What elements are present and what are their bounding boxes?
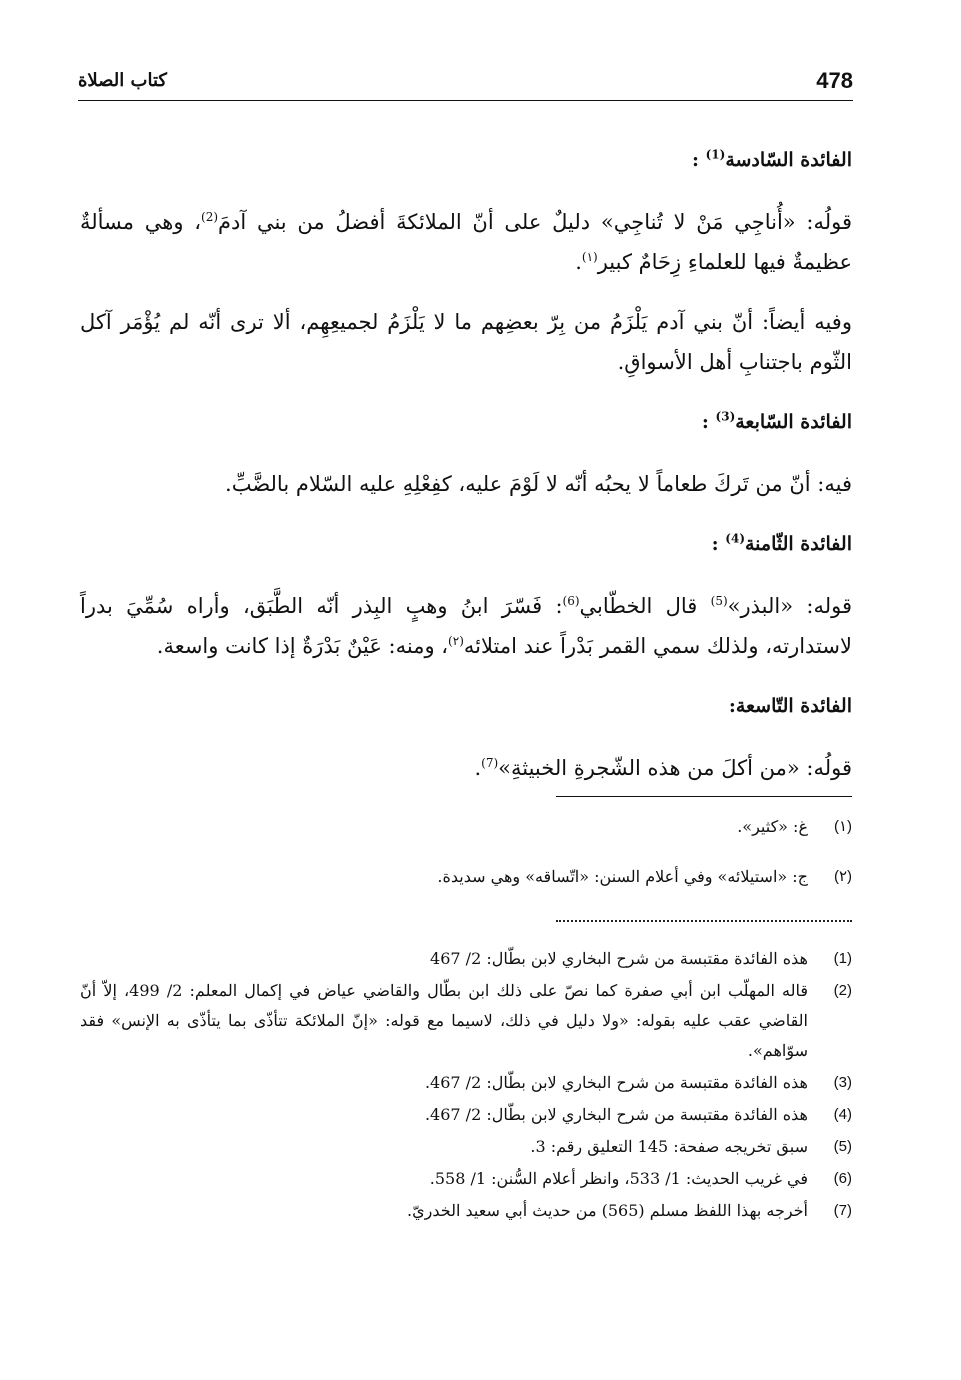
text-run: : فَسّرَ ابنُ وهبٍ البِذر أنّه الطَّبَق، وأراه سُمِّيَ بدراً لاستدارته، ولذلك سمي القمر بَدْراً عند امتلائه xyxy=(80,594,852,658)
footnote-text: هذه الفائدة مقتبسة من شرح البخاري لابن بطّال: 2/ 467. xyxy=(424,1105,808,1124)
footnote-text: هذه الفائدة مقتبسة من شرح البخاري لابن بطّال: 2/ 467 xyxy=(430,949,808,968)
footnote xyxy=(80,1132,852,1162)
text-run: قولُه: «من أكلَ من هذه الشّجرةِ الخبيثةِ» xyxy=(498,756,852,780)
page-header xyxy=(78,64,853,101)
footnote-number: (1) xyxy=(833,950,852,967)
paragraph: قولُه: «من أكلَ من هذه الشّجرةِ الخبيثةِ»$^{(7)}$. xyxy=(474,756,852,780)
footnote-number: (2) xyxy=(833,982,852,999)
paragraph: وفيه أيضاً: أنّ بني آدم يَلْزَمُ من بِرّ بعضِهم ما لا يَلْزَمُ لجميعِهِم، ألا ترى أنّه لم يُؤْمَر آكل الثّوم باجتنابِ أهل الأسواقِ. xyxy=(80,310,852,374)
footnote-ref[interactable]: (٢) xyxy=(448,634,464,648)
footnote xyxy=(80,1100,852,1130)
footnote-ref[interactable]: (3) xyxy=(715,409,736,424)
main-text xyxy=(80,140,852,808)
footnote xyxy=(80,944,852,974)
page-number: 478 xyxy=(816,68,853,93)
section-heading-eighth: الفائدة الثّامنة$^{(4)}$ : xyxy=(711,531,852,555)
footnote-text: غ: «كثير». xyxy=(737,817,808,836)
text-run: ، وهي مسألةٌ عظيمةٌ فيها للعلماءِ زِحَامٌ كبير xyxy=(80,210,852,274)
footnote-number: (7) xyxy=(833,1202,852,1219)
footnote-ref[interactable]: (6) xyxy=(562,594,580,608)
footnote-text: هذه الفائدة مقتبسة من شرح البخاري لابن بطّال: 2/ 467. xyxy=(424,1073,808,1092)
dotted-separator xyxy=(556,920,852,922)
footnote-number: (5) xyxy=(833,1138,852,1155)
text-run: قوله: «البذر» xyxy=(727,594,852,618)
footnote xyxy=(80,1068,852,1098)
section-heading-ninth: الفائدة التّاسعة: xyxy=(728,695,852,717)
heading-text: الفائدة الثّامنة xyxy=(745,533,852,555)
footnote-ref[interactable]: (7) xyxy=(481,756,499,770)
footnote-ref[interactable]: (2) xyxy=(201,210,219,224)
running-title: كتاب الصلاة xyxy=(78,70,167,91)
footnote-number: (6) xyxy=(833,1170,852,1187)
section-heading-sixth: الفائدة السّادسة$^{(1)}$ : xyxy=(691,147,852,171)
text-run: قولُه: «أُناجِي مَنْ لا تُناجِي» دليلٌ على أنّ الملائكةَ أفضلُ من بني آدمَ xyxy=(218,210,852,234)
footnote-text: ج: «استيلائه» وفي أعلام السنن: «اتّساقه» وهي سديدة. xyxy=(437,867,808,886)
footnote-number: (4) xyxy=(833,1106,852,1123)
footnote-text: أخرجه بهذا اللفظ مسلم (565) من حديث أبي سعيد الخدريّ. xyxy=(407,1201,808,1220)
source-footnotes xyxy=(80,944,852,1228)
heading-text: الفائدة السّادسة xyxy=(725,149,852,171)
footnote-text: في غريب الحديث: 1/ 533، وانظر أعلام السُّنن: 1/ 558. xyxy=(429,1169,808,1188)
paragraph xyxy=(80,586,852,666)
footnote xyxy=(80,812,852,842)
paragraph: فيه: أنّ من تَركَ طعاماً لا يحبُه أنّه لا لَوْمَ عليه، كفِعْلِهِ عليه السّلام بالضَّبِّ. xyxy=(225,472,852,496)
footnote-ref[interactable]: (4) xyxy=(725,531,745,546)
footnote-ref[interactable]: (1) xyxy=(705,147,726,162)
footnote-ref[interactable]: (١) xyxy=(581,250,598,264)
footnote xyxy=(80,1196,852,1226)
editor-footnotes xyxy=(80,812,852,912)
text-run: ، ومنه: عَيْنٌ بَدْرَةٌ إذا كانت واسعة. xyxy=(156,634,449,658)
footnote-number: (١) xyxy=(833,818,852,835)
footnote-text: قاله المهلّب ابن أبي صفرة كما نصّ على ذلك ابن بطّال والقاضي عياض في إكمال المعلم: 2/ 499، إلاّ أنّ القاضي عقب عليه بقوله: «ولا دليل في ذلك، لاسيما مع قوله: «إنّ الملائكة تتأذّى بما يتأذّى به الإنس» فقد سوّاهم». xyxy=(80,981,808,1060)
section-heading-seventh: الفائدة السّابعة$^{(3)}$ : xyxy=(701,409,852,433)
footnote xyxy=(80,1164,852,1194)
paragraph: قولُه: «أُناجِي مَنْ لا تُناجِي» دليلٌ على أنّ الملائكةَ أفضلُ من بني آدمَ$^{(2)}$، وهي مسألةٌ عظيمةٌ فيها للعلماءِ زِحَامٌ كبير$^{(١)}$. xyxy=(80,210,852,274)
footnote-number: (3) xyxy=(833,1074,852,1091)
footnote-separator xyxy=(556,796,852,797)
footnote-number: (٢) xyxy=(833,868,852,885)
footnote-ref[interactable]: (5) xyxy=(710,594,728,608)
footnote xyxy=(80,862,852,892)
heading-text: الفائدة السّابعة xyxy=(735,411,852,433)
footnote xyxy=(80,976,852,1066)
footnote-text: سبق تخريجه صفحة: 145 التعليق رقم: 3. xyxy=(530,1137,808,1156)
text-run: قال الخطّابي xyxy=(579,594,711,618)
